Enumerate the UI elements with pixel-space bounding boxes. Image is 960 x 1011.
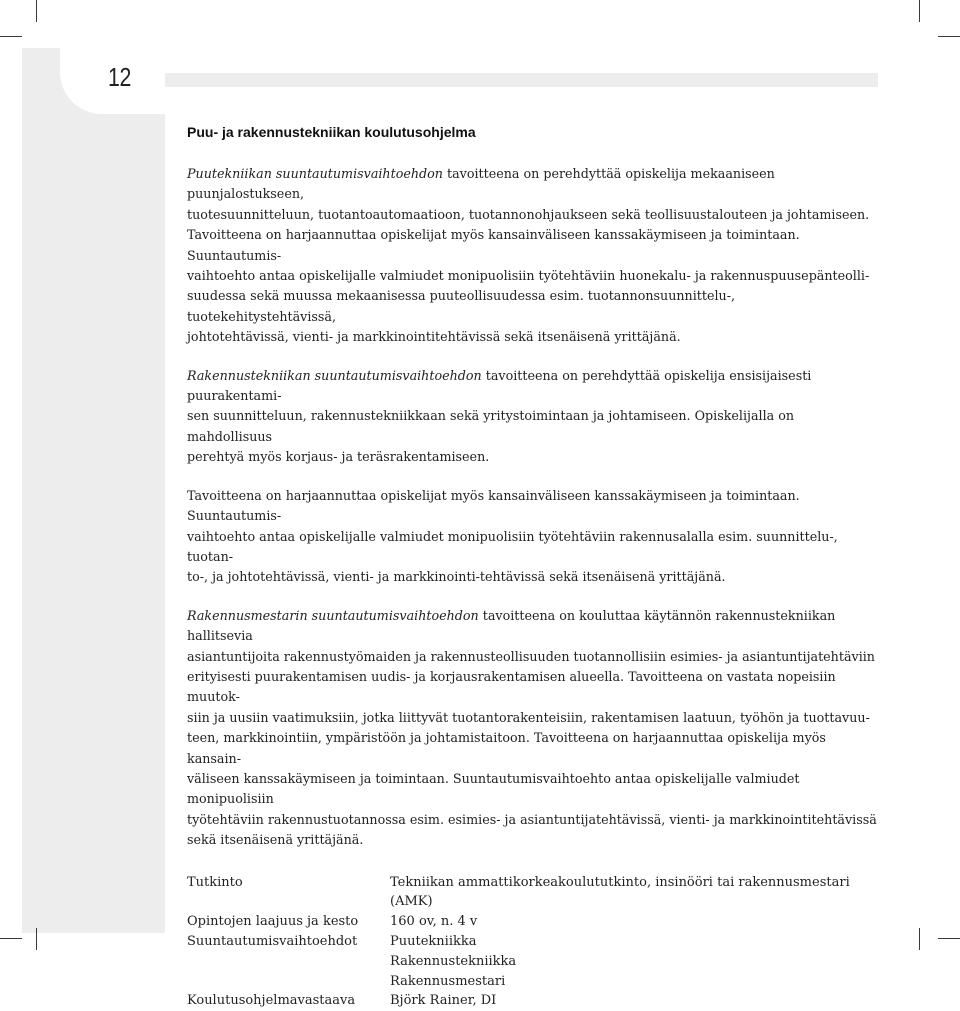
paragraph-line: sekä itsenäisenä yrittäjänä. [187, 832, 364, 848]
paragraph-tavoitteena [187, 486, 877, 588]
paragraph-line: väliseen kanssakäymiseen ja toimintaan. Suuntautumisvaihtoehto antaa opiskelijalle valmiudet monipuolisiin [187, 770, 800, 807]
paragraph-line: Tavoitteena on harjaannuttaa opiskelijat myös kansainväliseen kanssakäymiseen ja toimintaan. Suuntautumis- [187, 227, 800, 263]
info-value: Rakennustekniikka [390, 953, 517, 969]
paragraph-line: erityisesti puurakentamisen uudis- ja korjausrakentamisen alueella. Tavoitteena on vastata nopeisiin muutok- [187, 668, 836, 705]
paragraph-rakennustekniikka [187, 366, 877, 468]
crop-mark [938, 938, 960, 939]
paragraph-line: tuotesuunnitteluun, tuotantoautomaatioon, tuotannonohjaukseen sekä teollisuustalouteen ja johtamiseen. [187, 206, 870, 222]
paragraph-lead: Rakennustekniikan suuntautumisvaihtoehdon [187, 367, 482, 383]
info-label: Koulutusohjelmavastaava [187, 993, 356, 1009]
info-value: Puutekniikka [390, 933, 477, 949]
side-panel [22, 48, 165, 933]
paragraph-puutekniikka [187, 164, 877, 348]
paragraph-line: Tavoitteena on harjaannuttaa opiskelijat myös kansainväliseen kanssakäymiseen ja toimintaan. Suuntautumis- [187, 487, 800, 524]
info-value: 160 ov, n. 4 v [390, 914, 478, 930]
info-label: Suuntautumisvaihtoehdot [187, 933, 358, 949]
paragraph-line: siin ja uusiin vaatimuksiin, jotka liittyvät tuotantorakenteisiin, rakentamisen laatuun, työhön ja tuottavuu- [187, 709, 870, 725]
paragraph-line: johtotehtävissä, vienti- ja markkinointitehtävissä sekä itsenäisenä yrittäjänä. [187, 329, 681, 345]
info-value: Rakennusmestari [390, 973, 506, 989]
info-row-tutkinto [187, 873, 877, 913]
info-row-suuntautumisvaihtoehdot [187, 932, 877, 991]
paragraph-line: tavoitteena on perehdyttää opiskelija mekaaniseen puunjalostukseen, [187, 166, 775, 202]
paragraph-line: työtehtäviin rakennustuotannossa esim. esimies- ja asiantuntijatehtävissä, vienti- ja markkinointitehtävissä [187, 811, 877, 827]
paragraph-lead: Rakennusmestarin suuntautumisvaihtoehdon [187, 607, 479, 623]
content [187, 124, 877, 1011]
info-label: Tutkinto [187, 874, 243, 890]
paragraph-line: suudessa sekä muussa mekaanisessa puuteollisuudessa esim. tuotannonsuunnittelu-, tuotekehitystehtävissä, [187, 288, 736, 324]
paragraph-rakennusmestari [187, 606, 877, 851]
crop-mark [938, 36, 960, 37]
crop-mark [0, 36, 22, 37]
page-number: 12 [108, 62, 131, 92]
paragraph-line: vaihtoehto antaa opiskelijalle valmiudet monipuolisiin työtehtäviin rakennusalalla esim. suunnittelu-, tuotan- [187, 528, 838, 564]
paragraph-line: tavoitteena on perehdyttää opiskelija ensisijaisesti puurakentami- [187, 367, 812, 404]
header-bar [165, 73, 878, 87]
info-value: Björk Rainer, DI [390, 993, 497, 1009]
paragraph-line: vaihtoehto antaa opiskelijalle valmiudet monipuolisiin työtehtäviin huonekalu- ja rakennuspuusepänteolli- [187, 268, 870, 284]
info-row-vastaava [187, 991, 877, 1011]
info-row-laajuus [187, 912, 877, 932]
paragraph-lead: Puutekniikan suuntautumisvaihtoehdon [187, 166, 443, 181]
info-label: Opintojen laajuus ja kesto [187, 914, 359, 930]
info-value-list [390, 932, 877, 991]
info-table [187, 873, 877, 1011]
paragraph-line: asiantuntijoita rakennustyömaiden ja rakennusteollisuuden tuotannollisiin esimies- ja asiantuntijatehtäviin [187, 648, 875, 664]
page-title: Puu- ja rakennustekniikan koulutusohjelma [187, 124, 476, 140]
paragraph-line: sen suunnitteluun, rakennustekniikkaan sekä yritystoimintaan ja johtamiseen. Opiskelijalla on mahdollisuus [187, 408, 795, 444]
crop-mark [919, 0, 920, 22]
crop-mark [36, 928, 37, 950]
paragraph-line: to-, ja johtotehtävissä, vienti- ja markkinointi-tehtävissä sekä itsenäisenä yrittäjänä. [187, 569, 726, 585]
crop-mark [0, 938, 22, 939]
paragraph-line: perehtyä myös korjaus- ja teräsrakentamiseen. [187, 449, 490, 465]
paragraph-line: teen, markkinointiin, ympäristöön ja johtamistaitoon. Tavoitteena on harjaannuttaa opiskelija myös kansain- [187, 730, 826, 766]
crop-mark [36, 0, 37, 22]
crop-mark [919, 928, 920, 950]
paragraph-line: tavoitteena on kouluttaa käytännön rakennustekniikan hallitsevia [187, 607, 836, 644]
info-value: Tekniikan ammattikorkeakoulututkinto, insinööri tai rakennusmestari (AMK) [390, 874, 850, 910]
